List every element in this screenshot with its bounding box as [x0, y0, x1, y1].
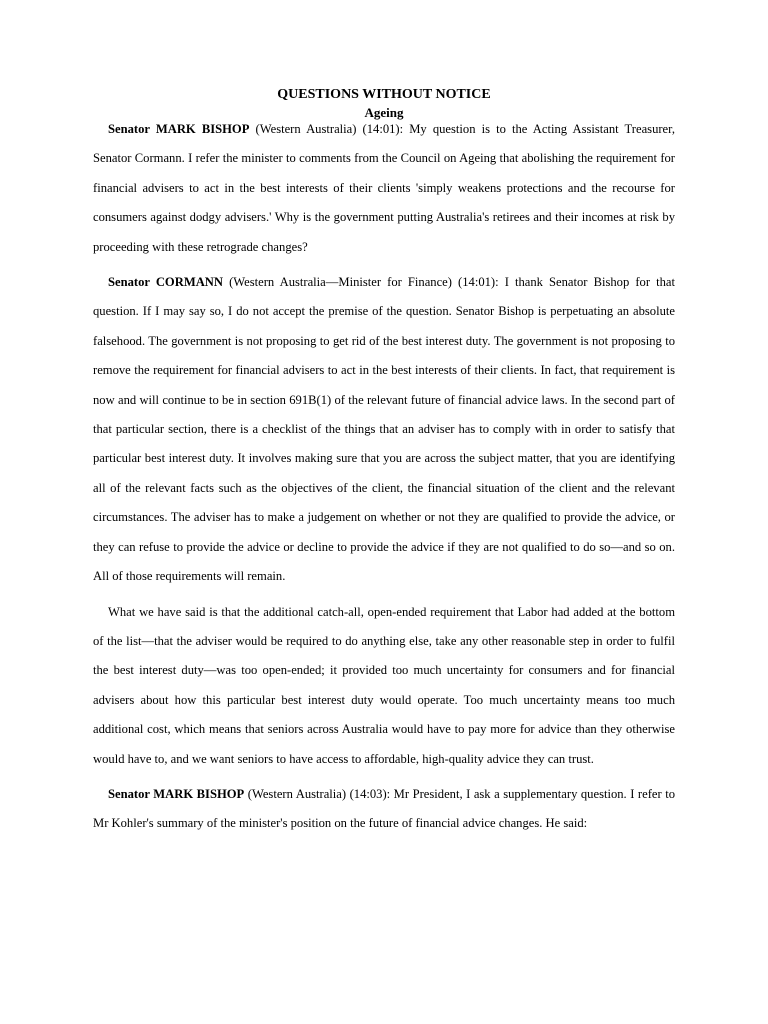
paragraph-4: [93, 780, 675, 839]
paragraph-text: (Western Australia) (14:01): My question is to the Acting Assistant Treasurer, Senator Cormann. I refer the minister to comments from the Council on Ageing that abolishing the requirement for financial advisers to act in the best interests of their clients 'simply weakens protections and the recourse for consumers against dodgy advisers.' Why is the government putting Australia's retirees and their incomes at risk by proceeding with these retrograde changes?: [93, 122, 675, 254]
paragraph-3: [93, 598, 675, 774]
paragraph-text: (Western Australia—Minister for Finance) (14:01): I thank Senator Bishop for that question. If I may say so, I do not accept the premise of the question. Senator Bishop is perpetuating an absolute falsehood. The government is not proposing to get rid of the best interest duty. The government is not proposing to remove the requirement for financial advisers to act in the best interests of their clients. In fact, that requirement is now and will continue to be in section 691B(1) of the relevant future of financial advice laws. In the second part of that particular section, there is a checklist of the things that an adviser has to comply with in order to satisfy that particular best interest duty. It involves making sure that you are across the subject matter, that you are identifying all of the relevant facts such as the objectives of the client, the financial situation of the client and the relevant circumstances. The adviser has to make a judgement on whether or not they are qualified to provide the advice, or they can refuse to provide the advice or decline to provide the advice if they are not qualified to do so—and so on. All of those requirements will remain.: [93, 275, 676, 584]
document-subtitle: Ageing: [364, 105, 404, 120]
speaker-name: Senator MARK BISHOP: [108, 786, 245, 801]
paragraph-1: [93, 115, 675, 262]
document-title: QUESTIONS WITHOUT NOTICE: [277, 87, 491, 102]
paragraph-text: (Western Australia) (14:03): Mr President, I ask a supplementary question. I refer to Mr Kohler's summary of the minister's position on the future of financial advice changes. He said:: [93, 786, 675, 831]
paragraph-2: [93, 268, 675, 591]
paragraph-text: What we have said is that the additional catch-all, open-ended requirement that Labor had added at the bottom of the list—that the adviser would be required to do anything else, take any other reasonable step in order to fulfil the best interest duty—was too open-ended; it provided too much uncertainty for consumers and for financial advisers about how this particular best interest duty would operate. Too much uncertainty means too much additional cost, which means that seniors across Australia would have to pay more for advice than they otherwise would have to, and we want seniors to have access to affordable, high-quality advice they can trust.: [93, 604, 675, 766]
speaker-name: Senator CORMANN: [108, 275, 223, 290]
speaker-name: Senator MARK BISHOP: [108, 122, 250, 136]
